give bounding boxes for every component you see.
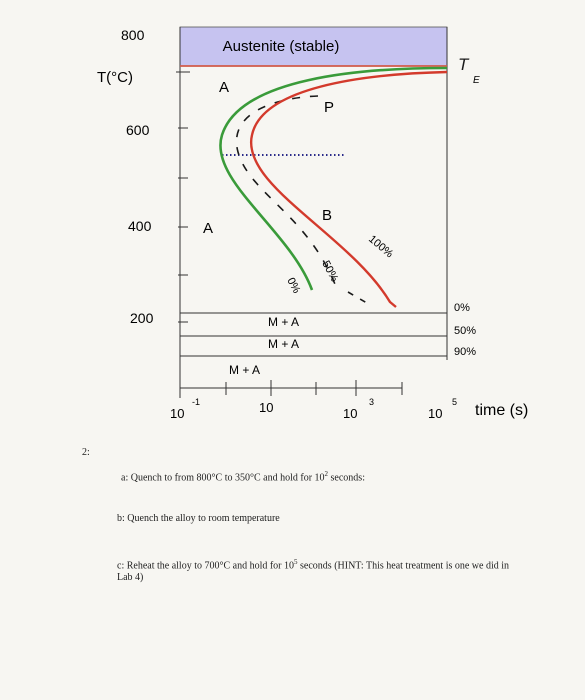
question-b: b: Quench the alloy to room temperature bbox=[117, 513, 280, 524]
y-axis-label: T(°C) bbox=[97, 69, 133, 86]
austenite-unstable-label-upper: A bbox=[219, 79, 230, 96]
question-c-sup: 5 bbox=[294, 558, 298, 566]
te-subscript: E bbox=[473, 75, 480, 86]
y-tick-800: 800 bbox=[121, 27, 145, 43]
austenite-label: Austenite (stable) bbox=[222, 38, 340, 55]
finish-curve-label: 100% bbox=[366, 233, 396, 261]
question-a-text: a: Quench to from 800°C to 350°C and hold for 10 bbox=[121, 472, 325, 484]
x-tick-1-base: 10 bbox=[170, 406, 185, 421]
m-a-label-3: M + A bbox=[229, 363, 261, 377]
ms-percent-label: 0% bbox=[454, 302, 470, 314]
question-c-text: c: Reheat the alloy to 700°C and hold for 10 bbox=[117, 560, 295, 572]
m90-percent-label: 90% bbox=[454, 346, 477, 358]
m-a-label-2: M + A bbox=[268, 337, 300, 351]
martensite-lines bbox=[180, 313, 447, 356]
half-curve-label: 50% bbox=[319, 258, 341, 284]
question-c bbox=[117, 556, 517, 584]
half-curve-extension bbox=[348, 292, 372, 306]
x-tick-1-exp: -1 bbox=[192, 397, 201, 407]
x-tick-4-base: 10 bbox=[428, 406, 443, 421]
x-tick-4-exp: 5 bbox=[452, 397, 458, 407]
question-a bbox=[121, 470, 365, 483]
transformation-finish-curve bbox=[251, 72, 447, 307]
y-tick-400: 400 bbox=[128, 218, 152, 234]
start-curve-label: 0% bbox=[284, 275, 303, 296]
question-a-sup: 2 bbox=[324, 470, 329, 478]
x-tick-3-exp: 3 bbox=[369, 397, 375, 407]
m50-percent-label: 50% bbox=[454, 325, 477, 337]
y-tick-200: 200 bbox=[130, 310, 154, 326]
austenite-unstable-label-lower: A bbox=[203, 220, 214, 237]
m-a-label-1: M + A bbox=[268, 315, 300, 329]
y-axis-ticks bbox=[176, 72, 190, 322]
x-axis-label: time (s) bbox=[475, 402, 529, 419]
pearlite-label: P bbox=[324, 99, 335, 116]
bainite-label: B bbox=[322, 207, 333, 224]
x-tick-2-base: 10 bbox=[259, 400, 274, 415]
x-tick-3-base: 10 bbox=[343, 406, 358, 421]
question-a-tail: seconds: bbox=[328, 472, 365, 484]
question-number: 2: bbox=[82, 447, 90, 458]
y-tick-600: 600 bbox=[126, 122, 150, 138]
te-label: T bbox=[458, 55, 469, 74]
question-c-tail: seconds (HINT: This heat treatment is one we did in Lab 4) bbox=[117, 560, 510, 584]
